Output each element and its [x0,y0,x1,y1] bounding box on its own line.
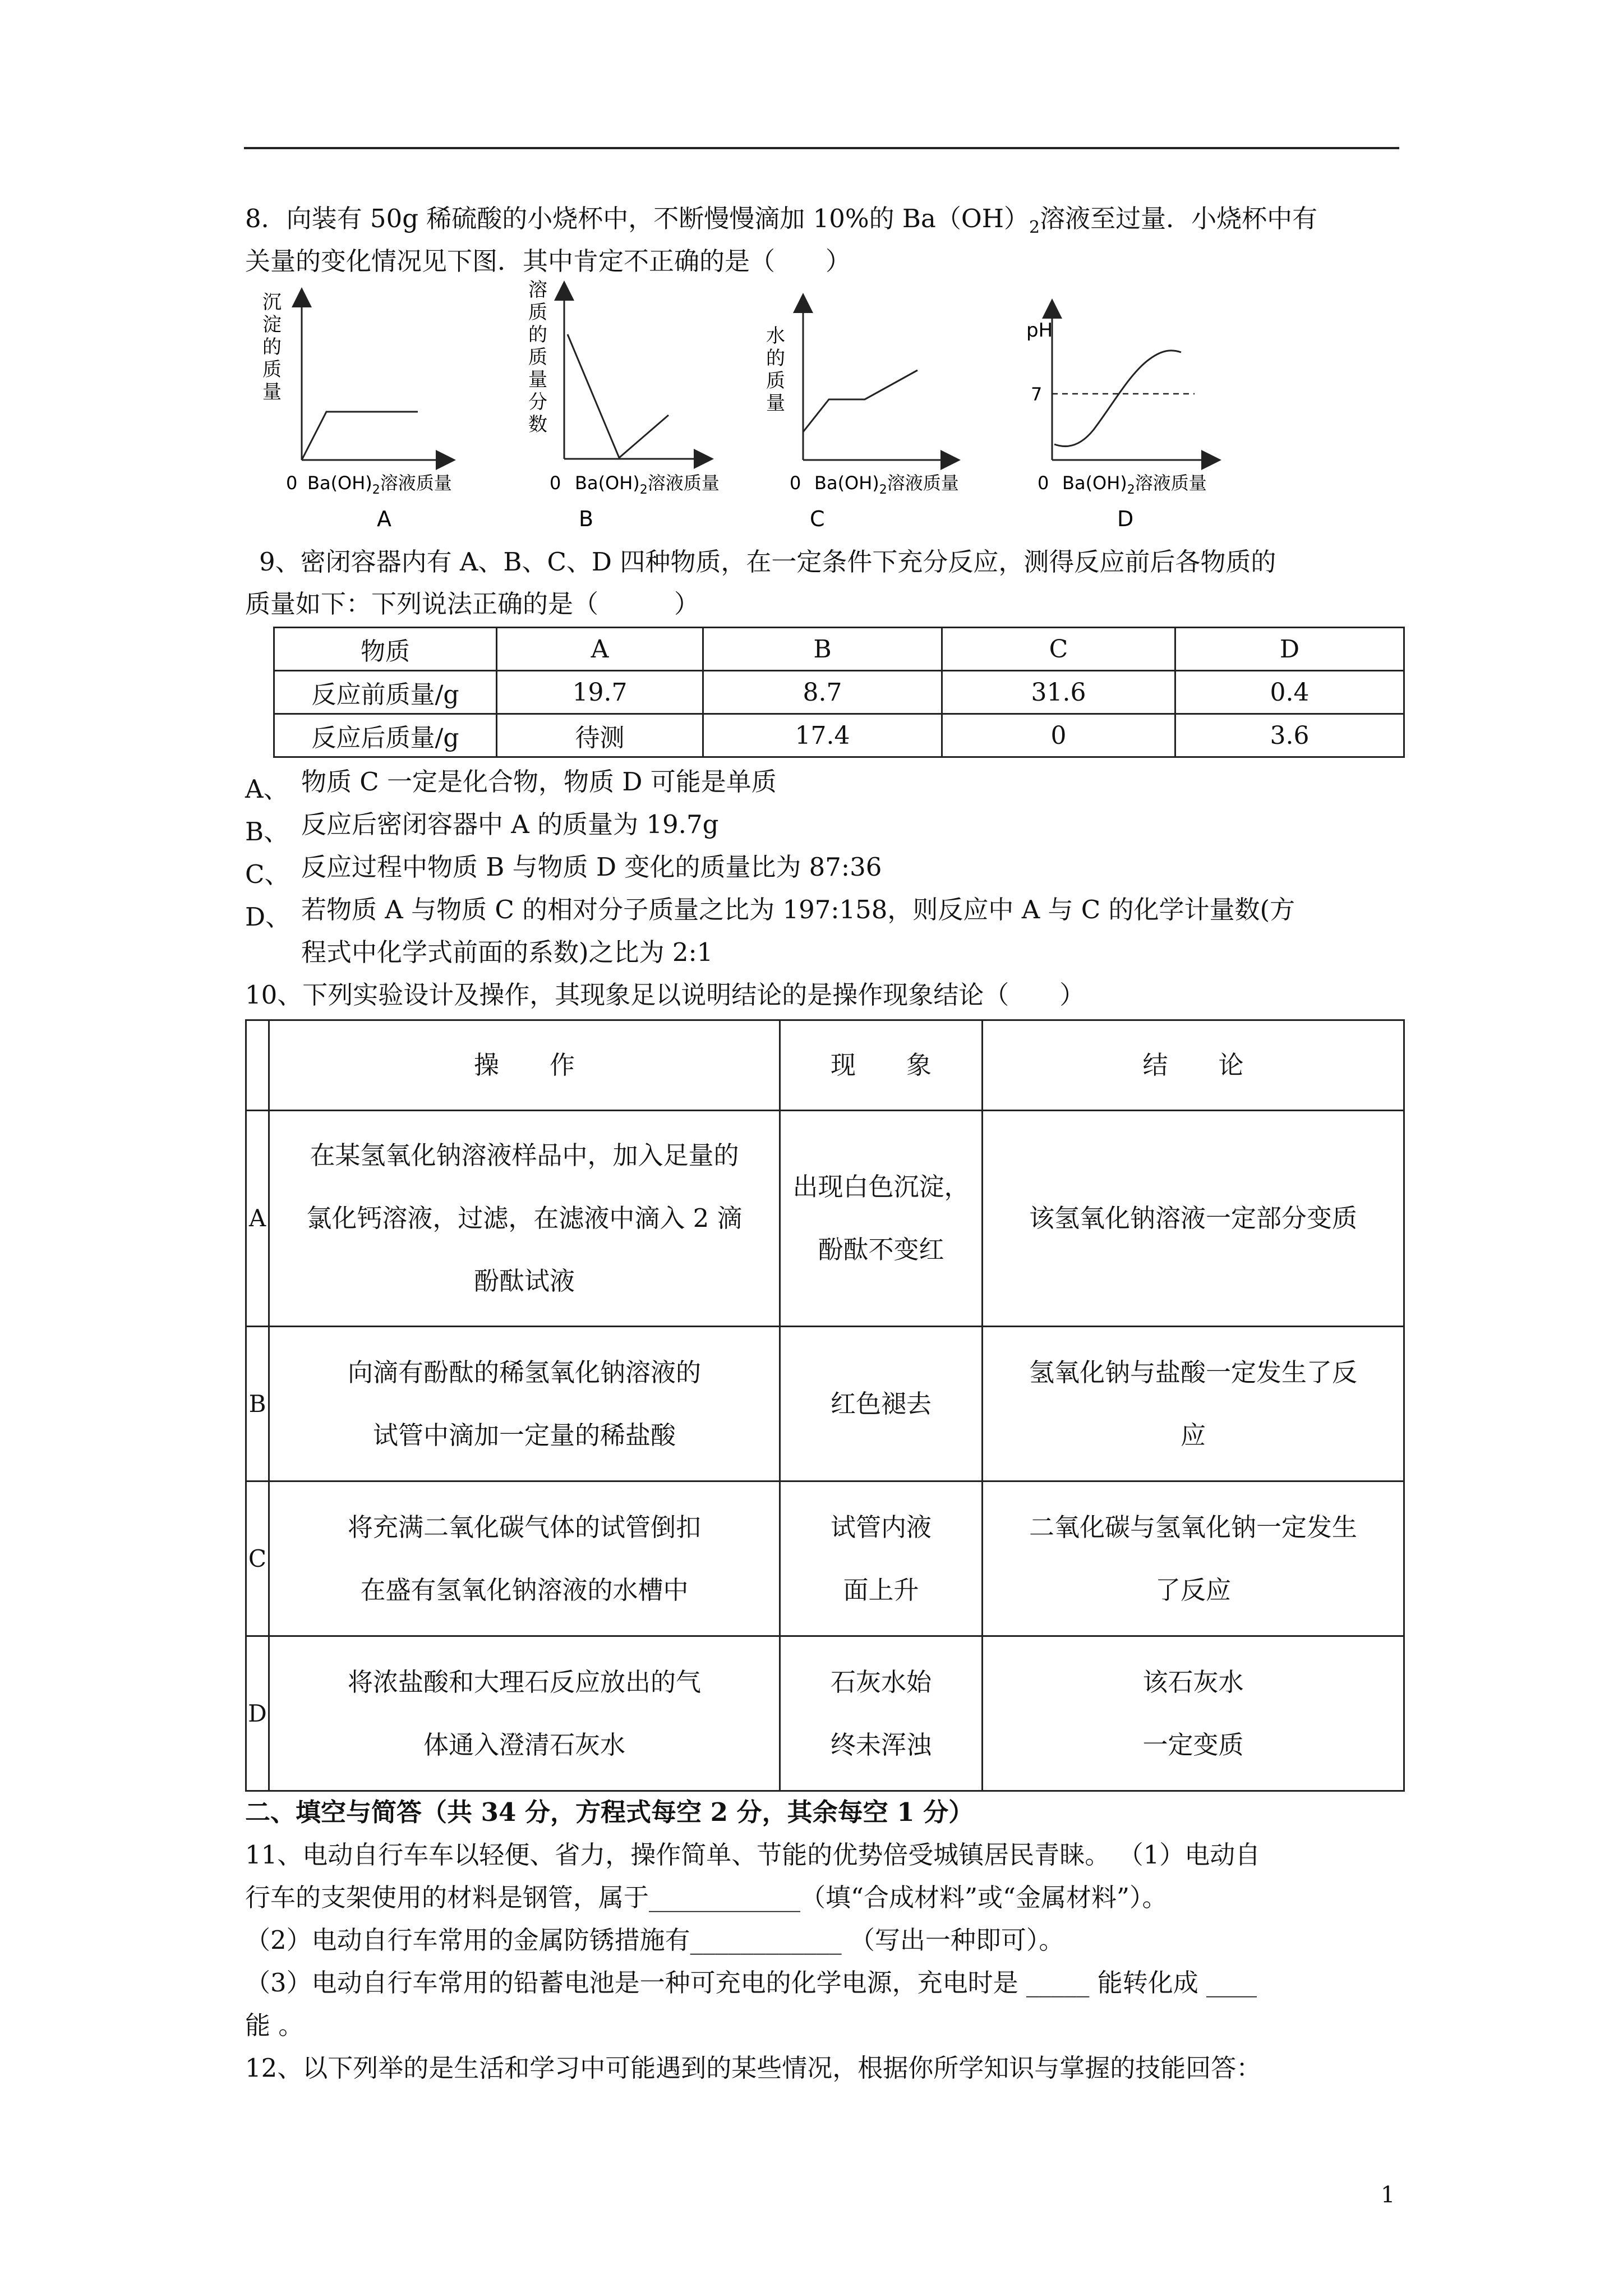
q8-stem-line2: 关量的变化情况见下图．其中肯定不正确的是（ ） [245,246,851,276]
table-cell: 二氧化碳与氢氧化钠一定发生 了反应 [983,1481,1404,1636]
graph-b-curve [568,334,668,458]
graph-b-ylabel-6: 分 [528,391,547,413]
graph-c-origin: 0 [790,472,801,494]
table-cell: 反应后质量/g [274,714,497,757]
q9-table [273,627,1405,758]
table-cell: C [942,628,1175,671]
table-cell: 试管内液 面上升 [780,1481,983,1636]
table-row [274,714,1404,757]
table-cell: 石灰水始 终未浑浊 [780,1636,983,1791]
table-cell: 现 象 [780,1020,983,1111]
q11-line1: 11、电动自行车车以轻便、省力，操作简单、节能的优势倍受城镇居民青睐。 （1）电动自 [245,1840,1261,1870]
graph-b-xlabel: $Ba(OH)_2$溶液质量 [575,472,720,497]
table-cell: 将浓盐酸和大理石反应放出的气 体通入澄清石灰水 [269,1636,780,1791]
graph-c-ylabel-2: 的 [766,347,785,370]
graph-a-origin: 0 [286,472,298,494]
table-cell: 操 作 [269,1020,780,1111]
table-cell: 红色褪去 [780,1327,983,1481]
table-row [274,671,1404,714]
q9-option-b-letter: B、 [245,817,289,846]
table-row [246,1111,1404,1327]
table-cell: 结 论 [983,1020,1404,1111]
graph-b-ylabel-2: 质 [528,301,547,324]
graph-c-curve [803,370,917,432]
q8-graphs [247,275,1273,544]
graph-c [766,303,959,531]
graph-b-ylabel-4: 质 [528,346,547,369]
q9-stem-line2: 质量如下：下列说法正确的是（ ） [245,589,700,619]
row-label: A [246,1111,269,1327]
row-label: D [246,1636,269,1791]
table-cell: 向滴有酚酞的稀氢氧化钠溶液的 试管中滴加一定量的稀盐酸 [269,1327,780,1481]
table-cell: 在某氢氧化钠溶液样品中，加入足量的 氯化钙溶液，过滤，在滤液中滴入 2 滴 酚酞试液 [269,1111,780,1327]
table-cell: 0 [942,714,1175,757]
q11-line4: （3）电动自行车常用的铅蓄电池是一种可充电的化学电源，充电时是 _____ 能转化成 ____ [245,1968,1257,1998]
table-row [246,1481,1404,1636]
q9-option-d-cont: 程式中化学式前面的系数)之比为 2:1 [301,937,713,967]
graph-d-ph7-label: 7 [1031,384,1043,405]
graph-b-ylabel-3: 的 [528,324,547,346]
table-cell: 反应前质量/g [274,671,497,714]
graph-a-curve [302,412,418,460]
table-row [246,1327,1404,1481]
graph-d [1026,309,1211,531]
graph-d-curve [1054,351,1181,447]
q9-option-c: 反应过程中物质 B 与物质 D 变化的质量比为 87:36 [301,852,882,882]
graph-b [528,279,720,531]
table-cell: 出现白色沉淀， 酚酞不变红 [780,1111,983,1327]
graph-b-ylabel-5: 量 [528,369,547,391]
table-row [274,628,1404,671]
graph-c-ylabel-1: 水 [766,325,785,347]
graph-a-xlabel: $Ba(OH)_2$溶液质量 [307,472,452,497]
table-cell: 31.6 [942,671,1175,714]
graph-b-ylabel-7: 数 [528,413,547,436]
table-cell [246,1020,269,1111]
graph-b-letter: B [579,507,594,531]
q9-option-a-letter: A、 [245,774,289,804]
graph-c-letter: C [810,507,825,531]
graph-c-ylabel-3: 质 [766,370,785,392]
graph-a-ylabel-2: 淀 [262,314,282,336]
table-cell: 8.7 [703,671,942,714]
table-cell: 该氢氧化钠溶液一定部分变质 [983,1111,1404,1327]
table-cell: 0.4 [1175,671,1404,714]
table-row [246,1020,1404,1111]
section2-title: 二、填空与简答（共 34 分，方程式每空 2 分，其余每空 1 分） [245,1797,974,1827]
table-cell: 该石灰水 一定变质 [983,1636,1404,1791]
q9-option-d-letter: D、 [245,902,291,932]
row-label: B [246,1327,269,1481]
table-row [246,1636,1404,1791]
table-cell: 将充满二氧化碳气体的试管倒扣 在盛有氢氧化钠溶液的水槽中 [269,1481,780,1636]
table-cell: B [703,628,942,671]
table-cell: 3.6 [1175,714,1404,757]
table-cell: 氢氧化钠与盐酸一定发生了反 应 [983,1327,1404,1481]
graph-c-ylabel-4: 量 [766,392,785,415]
table-cell: 物质 [274,628,497,671]
q9-option-d: 若物质 A 与物质 C 的相对分子质量之比为 197:158，则反应中 A 与 C 的化学计量数(方 [301,895,1295,924]
page-number: 1 [1381,2182,1395,2208]
table-cell: A [497,628,703,671]
q9-option-a: 物质 C 一定是化合物，物质 D 可能是单质 [301,767,777,797]
header-rule [244,147,1399,149]
graph-d-ylabel: pH [1026,319,1053,342]
table-cell: 待测 [497,714,703,757]
graph-a-ylabel-4: 质 [262,358,282,381]
table-cell: 17.4 [703,714,942,757]
graph-a-ylabel-5: 量 [262,381,282,403]
q9-option-b: 反应后密闭容器中 A 的质量为 19.7g [301,809,719,839]
graph-d-origin: 0 [1038,472,1049,494]
graph-b-ylabel-1: 溶 [528,279,547,301]
q10-stem: 10、下列实验设计及操作，其现象足以说明结论的是操作现象结论（ ） [245,980,1085,1010]
row-label: C [246,1481,269,1636]
q8-stem-line1: 8．向装有 50g 稀硫酸的小烧杯中，不断慢慢滴加 10%的 $Ba(OH)_2$溶液至过量．小烧杯中有 [245,204,1318,237]
q11-line2: 行车的支架使用的材料是钢管，属于____________（填“合成材料”或“金属材料”）。 [245,1883,1168,1912]
graph-d-letter: D [1117,507,1134,531]
q9-stem-line1: 9、密闭容器内有 A、B、C、D 四种物质，在一定条件下充分反应，测得反应前后各物质的 [259,547,1276,577]
q12-line1: 12、以下列举的是生活和学习中可能遇到的某些情况，根据你所学知识与掌握的技能回答： [245,2053,1262,2083]
q11-line3: （2）电动自行车常用的金属防锈措施有____________ （写出一种即可）。 [245,1925,1064,1955]
graph-a [262,291,452,531]
graph-b-origin: 0 [550,472,561,494]
graph-c-xlabel: $Ba(OH)_2$溶液质量 [814,472,959,497]
graph-d-xlabel: $Ba(OH)_2$溶液质量 [1062,472,1207,497]
q11-line5: 能 。 [245,2010,304,2040]
graph-a-ylabel-3: 的 [262,336,282,358]
table-cell: 19.7 [497,671,703,714]
q9-option-c-letter: C、 [245,859,290,889]
table-cell: D [1175,628,1404,671]
graph-a-letter: A [377,507,391,531]
q10-table [245,1019,1405,1792]
graph-a-ylabel-1: 沉 [262,291,282,314]
